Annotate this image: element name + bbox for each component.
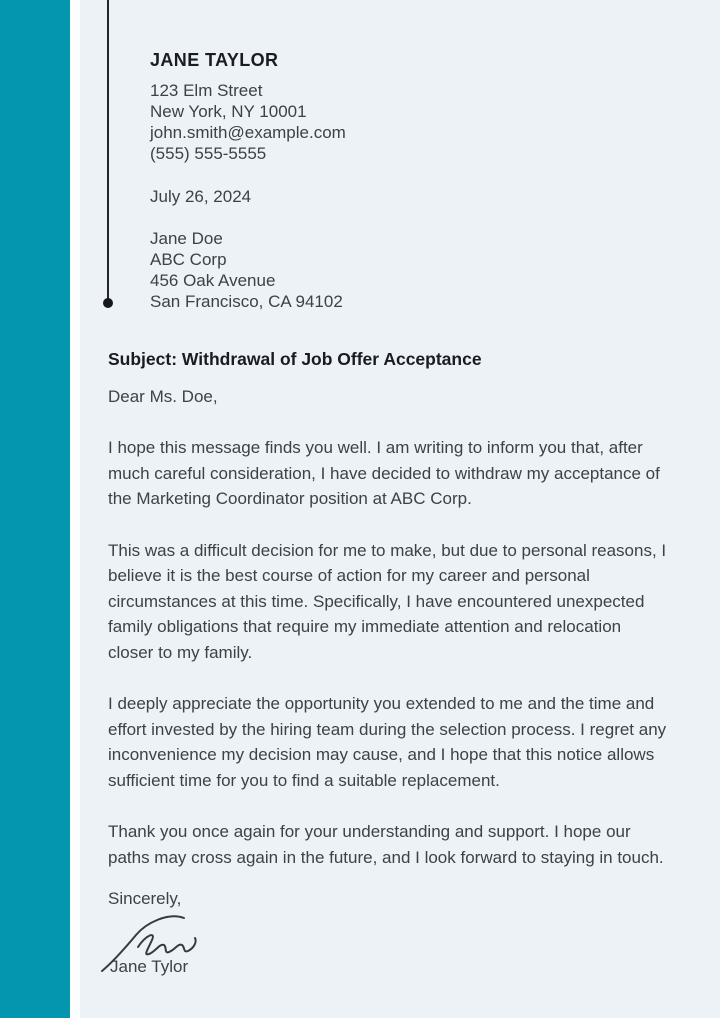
recipient-street: 456 Oak Avenue xyxy=(150,271,276,290)
body-paragraph-4: Thank you once again for your understanding and support. I hope our paths may cross again in the future, and I look forward to staying in touch. xyxy=(108,822,664,867)
letter-header xyxy=(108,0,668,312)
letter-content xyxy=(108,0,668,977)
subject-line: Subject: Withdrawal of Job Offer Acceptance xyxy=(108,349,482,369)
body-paragraph-2: This was a difficult decision for me to make, but due to personal reasons, I believe it is the best course of action for my career and personal circumstances at this time. Specifically, I have encountered unexpected family obligations that require my immediate attention and relocation closer to my family. xyxy=(108,540,667,662)
body-paragraph-3: I deeply appreciate the opportunity you extended to me and the time and effort invested by the hiring team during the selection process. I regret any inconvenience my decision may cause, and I hope that this notice allows sufficient time for you to find a suitable replacement. xyxy=(108,694,667,790)
body-paragraph-1: I hope this message finds you well. I am writing to inform you that, after much careful consideration, I have decided to withdraw my acceptance of the Marketing Coordinator position at ABC Corp. xyxy=(108,438,660,508)
recipient-block xyxy=(150,228,668,312)
closing: Sincerely, xyxy=(108,889,182,908)
letter-body xyxy=(108,349,668,977)
accent-bar-gap xyxy=(70,0,80,1018)
sender-address-line-1: 123 Elm Street xyxy=(150,81,263,100)
accent-bar xyxy=(0,0,70,1018)
sender-phone: (555) 555-5555 xyxy=(150,144,267,163)
recipient-city: San Francisco, CA 94102 xyxy=(150,292,343,311)
letter-date: July 26, 2024 xyxy=(150,187,252,206)
signature-name: Jane Tylor xyxy=(110,957,189,976)
sender-name: JANE TAYLOR xyxy=(150,50,279,70)
sender-email: john.smith@example.com xyxy=(150,123,346,142)
recipient-name: Jane Doe xyxy=(150,229,223,248)
salutation: Dear Ms. Doe, xyxy=(108,387,218,406)
sender-address-line-2: New York, NY 10001 xyxy=(150,102,307,121)
recipient-company: ABC Corp xyxy=(150,250,227,269)
